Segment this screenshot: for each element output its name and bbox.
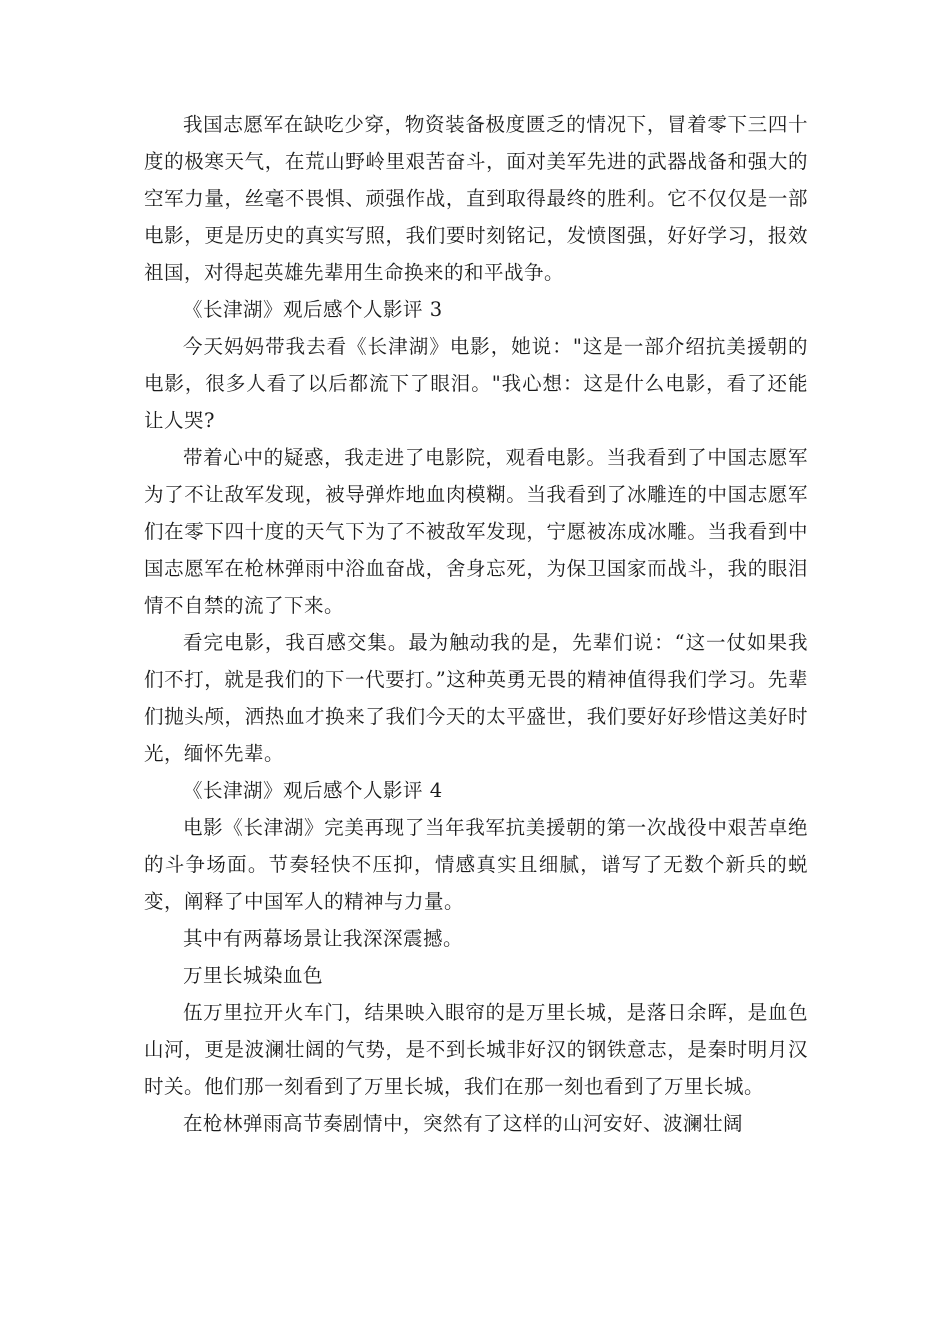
paragraph: 我国志愿军在缺吃少穿，物资装备极度匮乏的情况下，冒着零下三四十度的极寒天气，在荒山野岭里艰苦奋斗，面对美军先进的武器战备和强大的空军力量，丝毫不畏惧、顽强作战，直到取得最终的胜利。它不仅仅是一部电影，更是历史的真实写照，我们要时刻铭记，发愤图强，好好学习，报效祖国，对得起英雄先辈用生命换来的和平战争。	[144, 113, 808, 284]
paragraph: 在枪林弹雨高节奏剧情中，突然有了这样的山河安好、波澜壮阔	[183, 1112, 744, 1135]
section-heading: 《长津湖》观后感个人影评 3	[183, 298, 443, 321]
paragraph: 带着心中的疑惑，我走进了电影院，观看电影。当我看到了中国志愿军为了不让敌军发现，被导弹炸地血肉模糊。当我看到了冰雕连的中国志愿军们在零下四十度的天气下为了不被敌军发现，宁愿被冻成冰雕。当我看到中国志愿军在枪林弹雨中浴血奋战，舍身忘死，为保卫国家而战斗，我的眼泪情不自禁的流了下来。	[144, 446, 808, 617]
paragraph: 电影《长津湖》完美再现了当年我军抗美援朝的第一次战役中艰苦卓绝的斗争场面。节奏轻快不压抑，情感真实且细腻，谱写了无数个新兵的蜕变，阐释了中国军人的精神与力量。	[144, 816, 808, 913]
subheading: 万里长城染血色	[183, 964, 324, 987]
section-heading: 《长津湖》观后感个人影评 4	[183, 779, 443, 802]
document-page	[144, 106, 808, 1142]
paragraph: 伍万里拉开火车门，结果映入眼帘的是万里长城，是落日余晖，是血色山河，更是波澜壮阔的气势，是不到长城非好汉的钢铁意志，是秦时明月汉时关。他们那一刻看到了万里长城，我们在那一刻也看到了万里长城。	[144, 1001, 808, 1098]
paragraph: 看完电影，我百感交集。最为触动我的是，先辈们说：“这一仗如果我们不打，就是我们的下一代要打。”这种英勇无畏的精神值得我们学习。先辈们抛头颅，洒热血才换来了我们今天的太平盛世，我们要好好珍惜这美好时光，缅怀先辈。	[144, 631, 808, 765]
paragraph: 其中有两幕场景让我深深震撼。	[183, 927, 464, 950]
paragraph: 今天妈妈带我去看《长津湖》电影，她说："这是一部介绍抗美援朝的电影，很多人看了以后都流下了眼泪。"我心想：这是什么电影，看了还能让人哭?	[144, 335, 808, 432]
